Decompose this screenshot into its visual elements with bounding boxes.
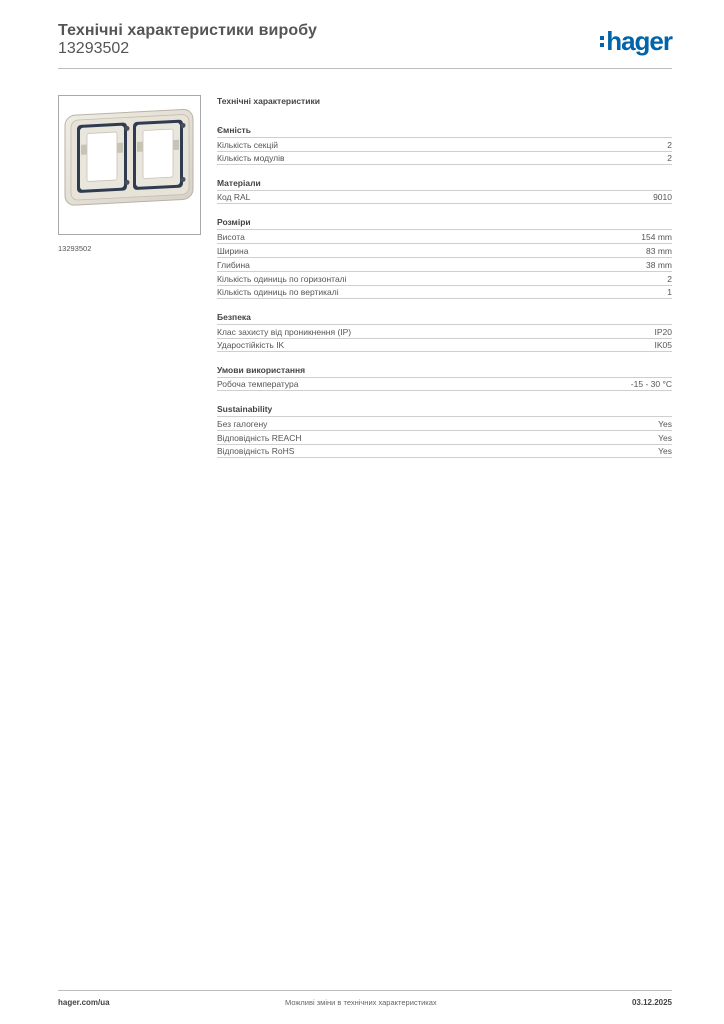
spec-row	[217, 416, 672, 430]
spec-label: Код RAL	[217, 192, 251, 202]
spec-label: Кількість одиниць по вертикалі	[217, 287, 339, 297]
spec-row	[217, 137, 672, 151]
spec-value: IP20	[654, 326, 672, 337]
specs-table	[217, 96, 672, 470]
spec-row	[217, 285, 672, 299]
spec-row	[217, 151, 672, 165]
spec-section-title: Матеріали	[217, 178, 261, 188]
spec-value: Yes	[658, 432, 672, 443]
spec-value: 38 mm	[646, 259, 672, 270]
spec-rows	[217, 229, 672, 299]
spec-row	[217, 338, 672, 352]
spec-value: 154 mm	[641, 231, 672, 242]
spec-label: Відповідність RoHS	[217, 446, 295, 456]
spec-value: 1	[667, 287, 672, 297]
spec-row	[217, 324, 672, 338]
logo-dots-icon	[600, 36, 604, 47]
spec-label: Ударостійкість IK	[217, 340, 285, 350]
spec-label: Ширина	[217, 245, 249, 256]
spec-label: Кількість одиниць по горизонталі	[217, 273, 347, 284]
spec-label: Клас захисту від проникнення (IP)	[217, 326, 352, 337]
spec-rows	[217, 416, 672, 458]
specs-sections	[217, 124, 672, 458]
spec-row	[217, 444, 672, 458]
spec-section-title: Sustainability	[217, 404, 273, 414]
spec-row	[217, 377, 672, 391]
spec-section	[217, 403, 672, 458]
spec-section-title: Ємність	[217, 125, 251, 135]
spec-label: Кількість секцій	[217, 139, 278, 150]
spec-section	[217, 364, 672, 391]
spec-section	[217, 177, 672, 204]
spec-label: Відповідність REACH	[217, 432, 302, 443]
product-image	[58, 95, 201, 235]
spec-value: Yes	[658, 446, 672, 456]
spec-section	[217, 311, 672, 352]
spec-section-title: Безпека	[217, 312, 251, 322]
spec-value: Yes	[658, 418, 672, 429]
spec-row	[217, 243, 672, 257]
spec-value: 83 mm	[646, 245, 672, 256]
spec-row	[217, 271, 672, 285]
image-caption: 13293502	[58, 244, 92, 253]
spec-label: Кількість модулів	[217, 153, 285, 163]
product-photo-icon	[59, 96, 200, 234]
spec-section-title: Умови використання	[217, 365, 306, 375]
spec-value: IK05	[654, 340, 672, 350]
spec-section	[217, 124, 672, 165]
spec-rows	[217, 377, 672, 391]
spec-section-title: Розміри	[217, 217, 251, 227]
header-divider	[58, 68, 672, 69]
spec-value: 2	[667, 139, 672, 150]
footer-website-link[interactable]: hager.com/ua	[58, 998, 110, 1007]
spec-rows	[217, 324, 672, 352]
hager-logo	[600, 28, 672, 54]
spec-value: 9010	[653, 192, 672, 202]
logo-text: hager	[606, 26, 672, 56]
spec-row	[217, 229, 672, 243]
spec-row	[217, 257, 672, 271]
spec-row	[217, 190, 672, 204]
spec-label: Робоча температура	[217, 379, 299, 389]
spec-value: -15 - 30 °C	[630, 379, 672, 389]
footer-date: 03.12.2025	[631, 998, 672, 1007]
specs-title: Технічні характеристики	[217, 96, 320, 106]
spec-value: 2	[667, 273, 672, 284]
footer-divider	[58, 990, 672, 991]
spec-label: Висота	[217, 231, 245, 242]
spec-label: Без галогену	[217, 418, 268, 429]
spec-rows	[217, 137, 672, 165]
footer-notice: Можливі зміни в технічних характеристиках	[285, 998, 437, 1007]
spec-section	[217, 216, 672, 299]
product-sku: 13293502	[58, 40, 130, 57]
spec-rows	[217, 190, 672, 204]
spec-row	[217, 430, 672, 444]
spec-label: Глибина	[217, 259, 250, 270]
page-title: Технічні характеристики виробу	[58, 22, 317, 39]
spec-value: 2	[667, 153, 672, 163]
